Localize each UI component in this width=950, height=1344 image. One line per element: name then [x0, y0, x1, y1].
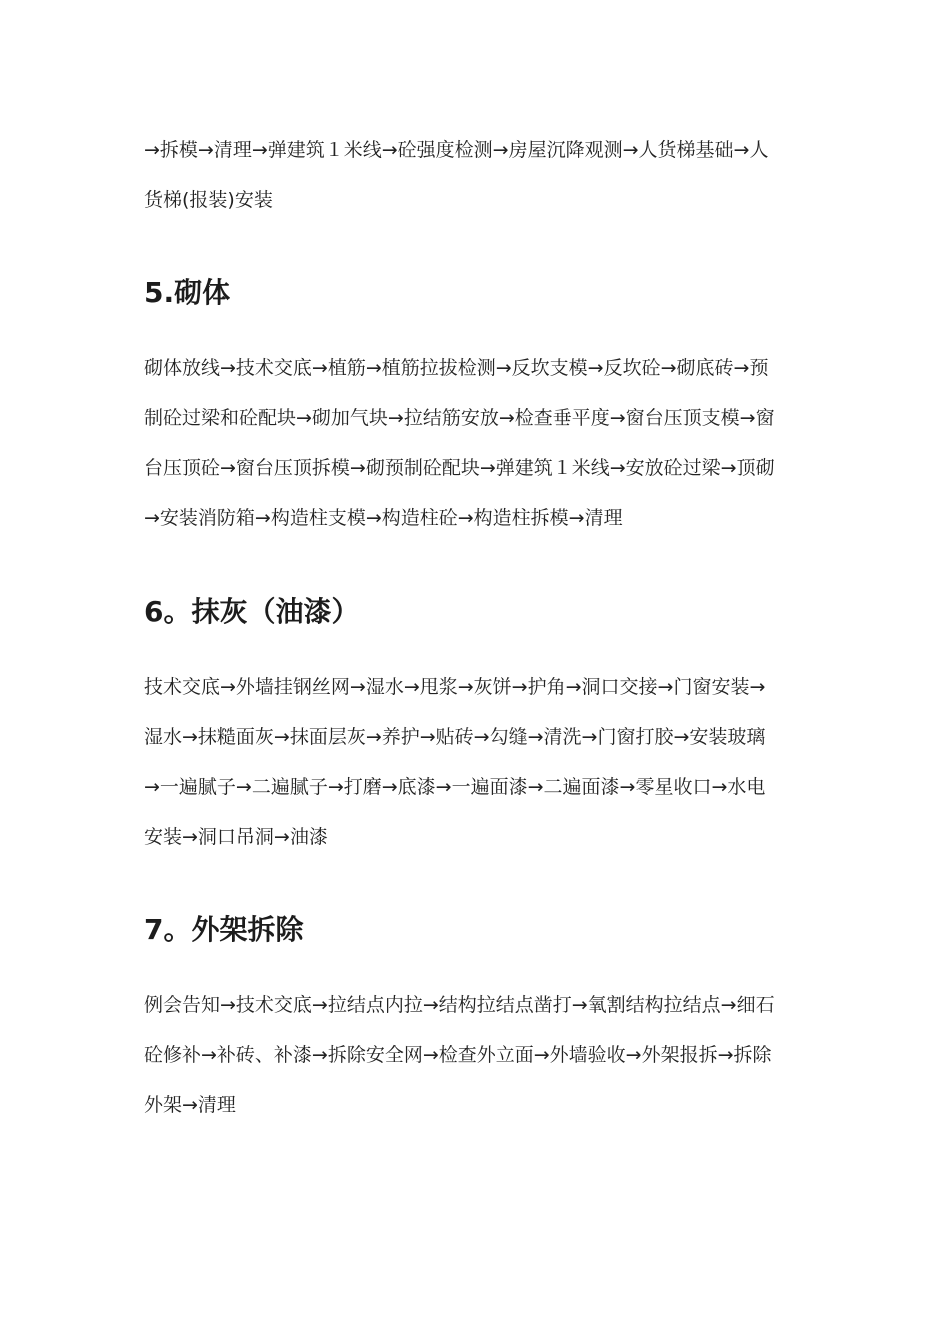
paragraph-line: 技术交底→外墙挂钢丝网→湿水→甩浆→灰饼→护角→洞口交接→门窗安装→	[144, 676, 766, 698]
section-heading-7: 7。外架拆除	[144, 913, 304, 946]
paragraph-line: 制砼过梁和砼配块→砌加气块→拉结筋安放→检查垂平度→窗台压顶支模→窗	[144, 407, 775, 429]
paragraph-line: 货梯(报装)安装	[144, 189, 273, 211]
intro-paragraph	[144, 125, 800, 225]
paragraph-line: 外架→清理	[144, 1094, 236, 1116]
section-5-paragraph	[144, 343, 800, 543]
paragraph-line: 例会告知→技术交底→拉结点内拉→结构拉结点凿打→氧割结构拉结点→细石	[144, 994, 775, 1016]
section-6-paragraph	[144, 662, 800, 862]
paragraph-line: →拆模→清理→弹建筑１米线→砼强度检测→房屋沉降观测→人货梯基础→人	[144, 139, 769, 161]
paragraph-line: →安装消防箱→构造柱支模→构造柱砼→构造柱拆模→清理	[144, 507, 623, 529]
paragraph-line: 砌体放线→技术交底→植筋→植筋拉拔检测→反坎支模→反坎砼→砌底砖→预	[144, 357, 769, 379]
section-7-paragraph	[144, 980, 800, 1130]
paragraph-line: 湿水→抹糙面灰→抹面层灰→养护→贴砖→勾缝→清洗→门窗打胶→安装玻璃	[144, 726, 766, 748]
paragraph-line: 砼修补→补砖、补漆→拆除安全网→检查外立面→外墙验收→外架报拆→拆除	[144, 1044, 772, 1066]
section-heading-6: 6。抹灰（油漆）	[144, 595, 360, 628]
paragraph-line: 台压顶砼→窗台压顶拆模→砌预制砼配块→弹建筑１米线→安放砼过梁→顶砌	[144, 457, 775, 479]
section-heading-5: 5.砌体	[144, 276, 231, 309]
paragraph-line: →一遍腻子→二遍腻子→打磨→底漆→一遍面漆→二遍面漆→零星收口→水电	[144, 776, 766, 798]
paragraph-line: 安装→洞口吊洞→油漆	[144, 826, 328, 848]
